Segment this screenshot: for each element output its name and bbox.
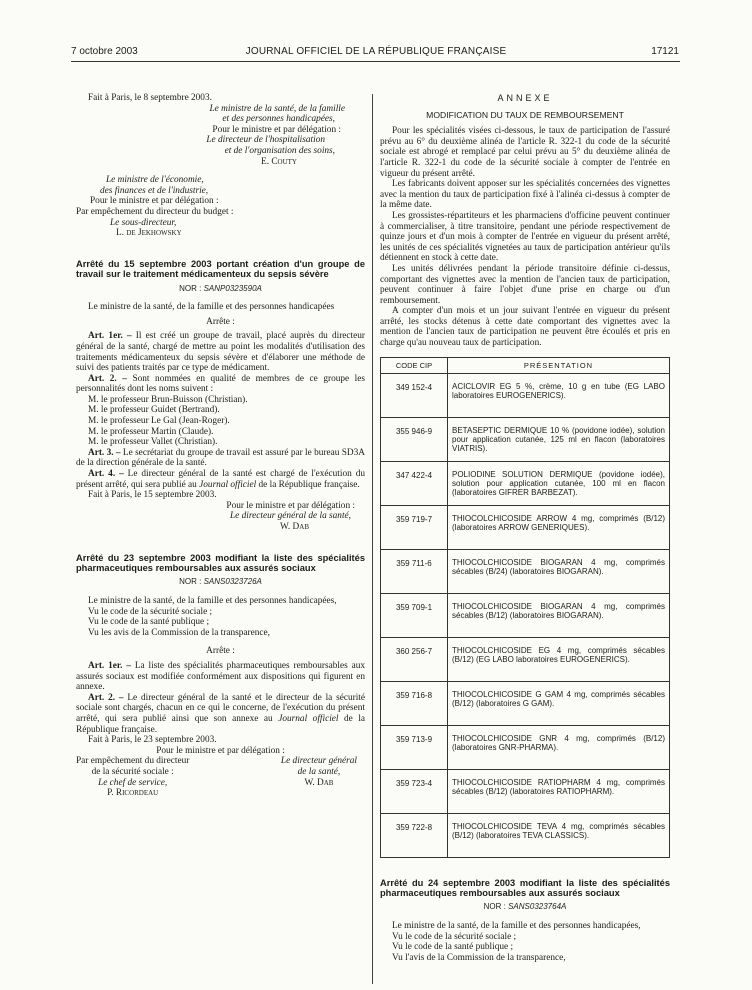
table-row xyxy=(381,637,670,681)
decree-intro: Le ministre de la santé, de la famille et des personnes handicapées, xyxy=(88,596,337,606)
table-row xyxy=(381,593,670,637)
column-header-code-cip: CODE CIP xyxy=(381,357,448,373)
signatory-title: Par empêchement du directeur xyxy=(76,756,190,767)
presentation-text: THIOCOLCHICOSIDE ARROW 4 mg, comprimés (B/12) (laboratoires ARROW GENERIQUES). xyxy=(448,505,670,549)
left-column xyxy=(76,93,365,799)
decree-reimbursable-24 xyxy=(380,878,670,964)
delegation-line: Pour le ministre et par délégation : xyxy=(226,500,355,511)
signatory-title: Le directeur général xyxy=(280,756,357,767)
nor-reference: NOR : SANP0323590A xyxy=(179,283,262,293)
column-divider xyxy=(372,94,373,984)
presentation-text: THIOCOLCHICOSIDE G GAM 4 mg, comprimés sécables (B/12) (laboratoires G GAM). xyxy=(448,681,670,725)
column-header-presentation: PRÉSENTATION xyxy=(448,357,670,373)
cip-code: 359 719-7 xyxy=(381,505,448,549)
signatory-title: et des personnes handicapées, xyxy=(222,114,335,125)
made-at: Fait à Paris, le 23 septembre 2003. xyxy=(88,735,217,746)
nor-reference: NOR : SANS0323726A xyxy=(179,577,262,587)
signatory-name: W. Dab xyxy=(304,777,334,788)
cip-code: 359 711-6 xyxy=(381,549,448,593)
arrete-label: Arrête : xyxy=(206,646,235,657)
article-3: Art. 3. – Le secrétariat du groupe de travail est assuré par le bureau SD3A de la direction générale de la santé. xyxy=(76,447,365,469)
presentation-text: ACICLOVIR EG 5 %, crème, 10 g en tube (EG LABO laboratoires EUROGENERICS). xyxy=(448,373,670,417)
vu-item: Vu l'avis de la Commission de la transparence, xyxy=(392,952,566,963)
cip-code: 359 723-4 xyxy=(381,769,448,813)
signatory-title: Le ministre de l'économie, xyxy=(106,175,204,186)
signatory-title: de la santé, xyxy=(297,766,341,777)
article-2: Art. 2. – Le directeur général de la santé et le directeur de la sécurité sociale sont chargés, chacun en ce qui le concerne, de l'exécution du présent arrêté, qui sera publié ainsi que son annexe au Journal officiel de la République française. xyxy=(76,692,366,735)
cip-code: 349 152-4 xyxy=(381,373,448,417)
signatory-title: des finances et de l'industrie, xyxy=(100,185,209,196)
nor-reference: NOR : SANS0323764A xyxy=(483,902,567,912)
table-row xyxy=(381,725,670,769)
vu-item: Vu le code de la sécurité sociale ; xyxy=(88,606,213,617)
article-1: Art. 1er. – La liste des spécialités pharmaceutiques remboursables aux assurés sociaux est modifiée conformément aux dispositions qui figurent en annexe. xyxy=(76,660,366,693)
specialties-table xyxy=(380,357,670,858)
header-journal-title: JOURNAL OFFICIEL DE LA RÉPUBLIQUE FRANÇAISE xyxy=(245,46,507,57)
dual-signature xyxy=(76,756,365,798)
signatory-title: Le directeur de l'hospitalisation xyxy=(206,135,325,146)
member-item: M. le professeur Vallet (Christian). xyxy=(88,437,218,448)
table-row xyxy=(381,813,670,857)
signatory-title: Le ministre de la santé, de la famille xyxy=(209,103,345,114)
presentation-text: THIOCOLCHICOSIDE GNR 4 mg, comprimés (B/12) (laboratoires GNR-PHARMA). xyxy=(448,725,670,769)
table-row xyxy=(381,769,670,813)
delegation-line: Pour le ministre et par délégation : xyxy=(156,745,285,756)
cip-code: 347 422-4 xyxy=(381,461,448,505)
presentation-text: POLIODINE SOLUTION DERMIQUE (povidone iodée), solution pour application cutanée, 100 ml en flacon (laboratoires GIFRER BARBEZAT). xyxy=(448,461,670,505)
signature-block-top xyxy=(76,93,365,239)
decree-reimbursable-23 xyxy=(76,553,365,799)
signatory-name: E. Couty xyxy=(261,156,297,167)
table-row xyxy=(381,461,670,505)
table-row xyxy=(381,681,670,725)
vu-item: Vu le code de la sécurité sociale ; xyxy=(392,931,517,942)
annex-paragraph: A compter d'un mois et un jour suivant l'entrée en vigueur du présent arrêté, les stocks détenus à cette date comportant des vignettes avec la mention de l'ancien taux de participation ne peuvent être écoulés et pris en charge qu'au nouveau taux de participation. xyxy=(380,306,670,349)
member-item: M. le professeur Guidet (Bertrand). xyxy=(88,405,220,416)
presentation-text: THIOCOLCHICOSIDE TEVA 4 mg, comprimés sécables (B/12) (laboratoires TEVA CLASSICS). xyxy=(448,813,670,857)
vu-item: Vu le code de la santé publique ; xyxy=(392,942,514,953)
cip-code: 359 716-8 xyxy=(381,681,448,725)
annex-paragraph: Les grossistes-répartiteurs et les pharmaciens d'officine peuvent continuer à commercialiser, à titre transitoire, pendant une période respectivement de quinze jours et d'un mois à compter de l'entrée en vigueur du présent arrêté, les unités de ces spécialités vignetées au taux de participation antérieur qu'ils détiennent en stock à cette date. xyxy=(380,210,670,264)
article-2: Art. 2. – Sont nommées en qualité de membres de ce groupe les personnalités dont les noms suivent : xyxy=(76,373,365,395)
member-item: M. le professeur Brun-Buisson (Christian). xyxy=(88,394,248,405)
decree-title: Arrêté du 15 septembre 2003 portant création d'un groupe de travail sur le traitement médicamenteux du sepsis sévère xyxy=(76,258,365,280)
signatory-title: et de l'organisation des soins, xyxy=(224,145,335,156)
delegation-line: Pour le ministre et par délégation : xyxy=(90,196,219,207)
signatory-title: de la sécurité sociale : xyxy=(91,766,174,777)
signatory-name: W. Dab xyxy=(279,522,309,532)
cip-code: 359 709-1 xyxy=(381,593,448,637)
right-column xyxy=(380,93,670,963)
cip-code: 360 256-7 xyxy=(381,637,448,681)
header-page-number: 17121 xyxy=(651,46,679,57)
member-item: M. le professeur Le Gal (Jean-Roger). xyxy=(88,416,230,427)
table-row xyxy=(381,505,670,549)
annex-paragraph: Pour les spécialités visées ci-dessous, le taux de participation de l'assuré prévu au 6° du deuxième alinéa de l'article R. 322-1 du code de la sécurité sociale est abrogé et remplacé par celui prévu au 5° du deuxième alinéa de l'article R. 322-1 du code de la sécurité sociale à compter de l'entrée en vigueur du présent arrêté. xyxy=(380,126,670,179)
presentation-text: THIOCOLCHICOSIDE BIOGARAN 4 mg, comprimés sécables (B/24) (laboratoires BIOGARAN). xyxy=(448,549,670,593)
article-4: Art. 4. – Le directeur général de la santé est chargé de l'exécution du présent arrêté, qui sera publié au Journal officiel de la République française. xyxy=(76,469,365,490)
presentation-text: THIOCOLCHICOSIDE RATIOPHARM 4 mg, comprimés sécables (B/12) (laboratoires RATIOPHARM). xyxy=(448,769,670,813)
presentation-text: BETASEPTIC DERMIQUE 10 % (povidone iodée), solution pour application cutanée, 125 ml en flacon (laboratoires VIATRIS). xyxy=(448,417,670,461)
signatory-name: L. de Jekhowsky xyxy=(116,228,182,239)
cip-code: 355 946-9 xyxy=(381,417,448,461)
cip-code: 359 722-8 xyxy=(381,813,448,857)
table-row xyxy=(381,373,670,417)
signatory-name: P. Ricordeau xyxy=(107,788,159,799)
delegation-line: Par empêchement du directeur du budget : xyxy=(76,206,234,217)
signatory-title: Le sous-directeur, xyxy=(110,217,177,228)
member-item: M. le professeur Martin (Claude). xyxy=(88,426,214,437)
annex-heading: ANNEXE xyxy=(497,93,553,103)
made-at: Fait à Paris, le 15 septembre 2003. xyxy=(88,490,217,501)
decree-intro: Le ministre de la santé, de la famille et des personnes handicapées xyxy=(88,302,335,313)
header-rule xyxy=(71,61,680,62)
delegation-line: Pour le ministre et par délégation : xyxy=(212,124,341,135)
annex-paragraph: Les fabricants doivent apposer sur les spécialités concernées des vignettes avec la mention du taux de participation fixé à l'alinéa ci-dessus à compter de la même date. xyxy=(380,179,670,211)
table-row xyxy=(381,549,670,593)
vu-item: Vu les avis de la Commission de la transparence, xyxy=(88,627,270,638)
decree-title: Arrêté du 23 septembre 2003 modifiant la liste des spécialités pharmaceutiques remboursables aux assurés sociaux xyxy=(76,552,365,573)
signatory-title: Le chef de service, xyxy=(98,777,168,788)
header-date: 7 octobre 2003 xyxy=(71,46,138,57)
page-header xyxy=(0,46,752,60)
decree-intro: Le ministre de la santé, de la famille et des personnes handicapées, xyxy=(392,921,641,932)
presentation-text: THIOCOLCHICOSIDE BIOGARAN 4 mg, comprimés sécables (B/12) (laboratoires BIOGARAN). xyxy=(448,593,670,637)
arrete-label: Arrête : xyxy=(206,316,235,327)
vu-item: Vu le code de la santé publique ; xyxy=(88,617,210,628)
presentation-text: THIOCOLCHICOSIDE EG 4 mg, comprimés sécables (B/12) (EG LABO laboratoires EUROGENERICS). xyxy=(448,637,670,681)
decree-title: Arrêté du 24 septembre 2003 modifiant la liste des spécialités pharmaceutiques remboursables aux assurés sociaux xyxy=(380,877,670,899)
article-1: Art. 1er. – Il est créé un groupe de travail, placé auprès du directeur général de la santé, chargé de mettre au point les modalités d'utilisation des traitements médicamenteux du sepsis sévère et d'élaborer une méthode de suivi des patients traités par ce type de médicament. xyxy=(76,331,366,374)
decree-sepsis xyxy=(76,259,365,533)
annex-subheading: MODIFICATION DU TAUX DE REMBOURSEMENT xyxy=(426,109,624,120)
cip-code: 359 713-9 xyxy=(381,725,448,769)
signatory-title: Le directeur général de la santé, xyxy=(229,511,351,522)
table-row xyxy=(381,417,670,461)
made-at: Fait à Paris, le 8 septembre 2003. xyxy=(88,93,212,103)
annex-paragraph: Les unités délivrées pendant la période transitoire définie ci-dessus, comportant des vignettes avec la mention de l'ancien taux de participation, peuvent continuer à faire l'objet d'une prise en charge ou d'un remboursement. xyxy=(380,263,670,306)
